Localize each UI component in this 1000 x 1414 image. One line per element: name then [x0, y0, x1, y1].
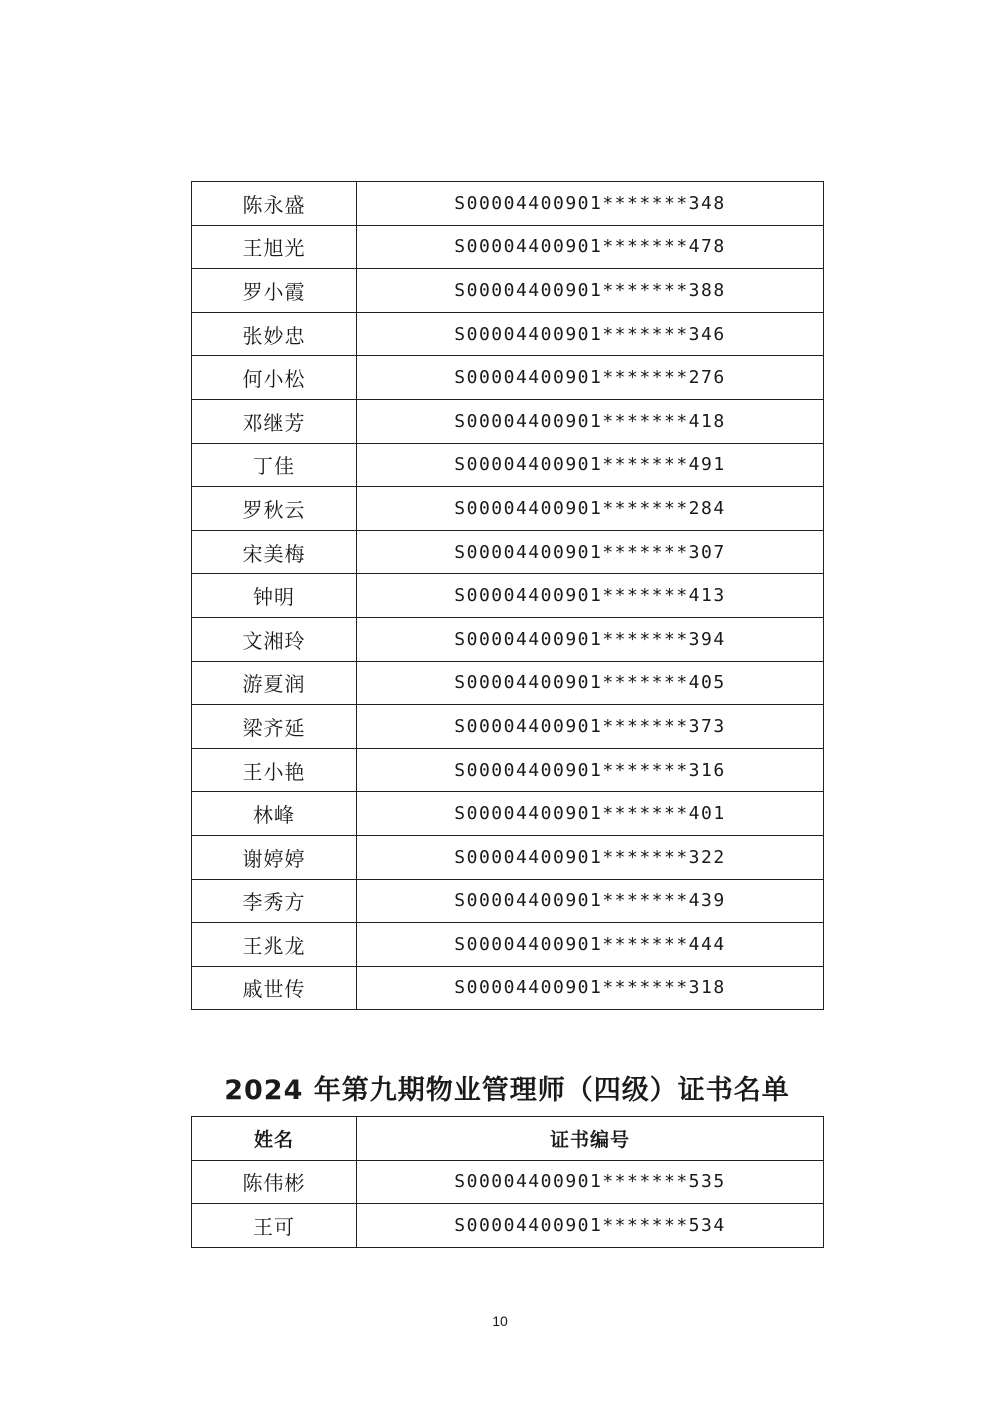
certificate-number: S00004400901*******444: [357, 923, 824, 967]
table-row: [192, 661, 824, 705]
person-name: 邓继芳: [192, 399, 357, 443]
person-name: 陈伟彬: [192, 1160, 357, 1204]
person-name: 李秀方: [192, 879, 357, 923]
person-name: 王兆龙: [192, 923, 357, 967]
certificate-number: S00004400901*******535: [357, 1160, 824, 1204]
certificate-number: S00004400901*******491: [357, 443, 824, 487]
table-row: [192, 182, 824, 226]
certificate-number: S00004400901*******401: [357, 792, 824, 836]
person-name: 王旭光: [192, 225, 357, 269]
table-row: [192, 269, 824, 313]
person-name: 陈永盛: [192, 182, 357, 226]
table-row: [192, 530, 824, 574]
table-row: [192, 835, 824, 879]
certificate-table-body: [192, 1160, 824, 1247]
table-row: [192, 225, 824, 269]
certificate-number: S00004400901*******388: [357, 269, 824, 313]
table-row: [192, 487, 824, 531]
certificate-number: S00004400901*******346: [357, 312, 824, 356]
certificate-number: S00004400901*******405: [357, 661, 824, 705]
certificate-number: S00004400901*******322: [357, 835, 824, 879]
table-row: [192, 1204, 824, 1248]
person-name: 王可: [192, 1204, 357, 1248]
certificate-number: S00004400901*******394: [357, 617, 824, 661]
person-name: 游夏润: [192, 661, 357, 705]
person-name: 何小松: [192, 356, 357, 400]
table-row: [192, 923, 824, 967]
certificate-number: S00004400901*******413: [357, 574, 824, 618]
certificate-number: S00004400901*******307: [357, 530, 824, 574]
table-row: [192, 399, 824, 443]
table-row: [192, 705, 824, 749]
table-row: [192, 312, 824, 356]
page-number: 10: [492, 1313, 508, 1329]
person-name: 梁齐延: [192, 705, 357, 749]
table-header-row: [192, 1117, 824, 1161]
certificate-number: S00004400901*******284: [357, 487, 824, 531]
table-row: [192, 966, 824, 1010]
table-row: [192, 617, 824, 661]
certificate-number: S00004400901*******276: [357, 356, 824, 400]
certificate-number: S00004400901*******318: [357, 966, 824, 1010]
certificate-number: S00004400901*******348: [357, 182, 824, 226]
section-title: 2024 年第九期物业管理师（四级）证书名单: [224, 1075, 790, 1106]
person-name: 宋美梅: [192, 530, 357, 574]
person-name: 罗秋云: [192, 487, 357, 531]
person-name: 张妙忠: [192, 312, 357, 356]
person-name: 王小艳: [192, 748, 357, 792]
person-name: 罗小霞: [192, 269, 357, 313]
table-row: [192, 356, 824, 400]
certificate-number: S00004400901*******316: [357, 748, 824, 792]
certificate-table-continued: [191, 181, 824, 1010]
certificate-number: S00004400901*******373: [357, 705, 824, 749]
person-name: 丁佳: [192, 443, 357, 487]
certificate-number: S00004400901*******439: [357, 879, 824, 923]
person-name: 戚世传: [192, 966, 357, 1010]
table-row: [192, 574, 824, 618]
certificate-table-level4: [191, 1116, 824, 1248]
certificate-table-body: [192, 182, 824, 1010]
person-name: 林峰: [192, 792, 357, 836]
certificate-number: S00004400901*******534: [357, 1204, 824, 1248]
certificate-number: S00004400901*******478: [357, 225, 824, 269]
person-name: 钟明: [192, 574, 357, 618]
person-name: 文湘玲: [192, 617, 357, 661]
certificate-number: S00004400901*******418: [357, 399, 824, 443]
table-row: [192, 443, 824, 487]
table-row: [192, 1160, 824, 1204]
person-name: 谢婷婷: [192, 835, 357, 879]
table-row: [192, 748, 824, 792]
table-row: [192, 792, 824, 836]
table-row: [192, 879, 824, 923]
header-name: 姓名: [192, 1117, 357, 1161]
header-cert-number: 证书编号: [357, 1117, 824, 1161]
